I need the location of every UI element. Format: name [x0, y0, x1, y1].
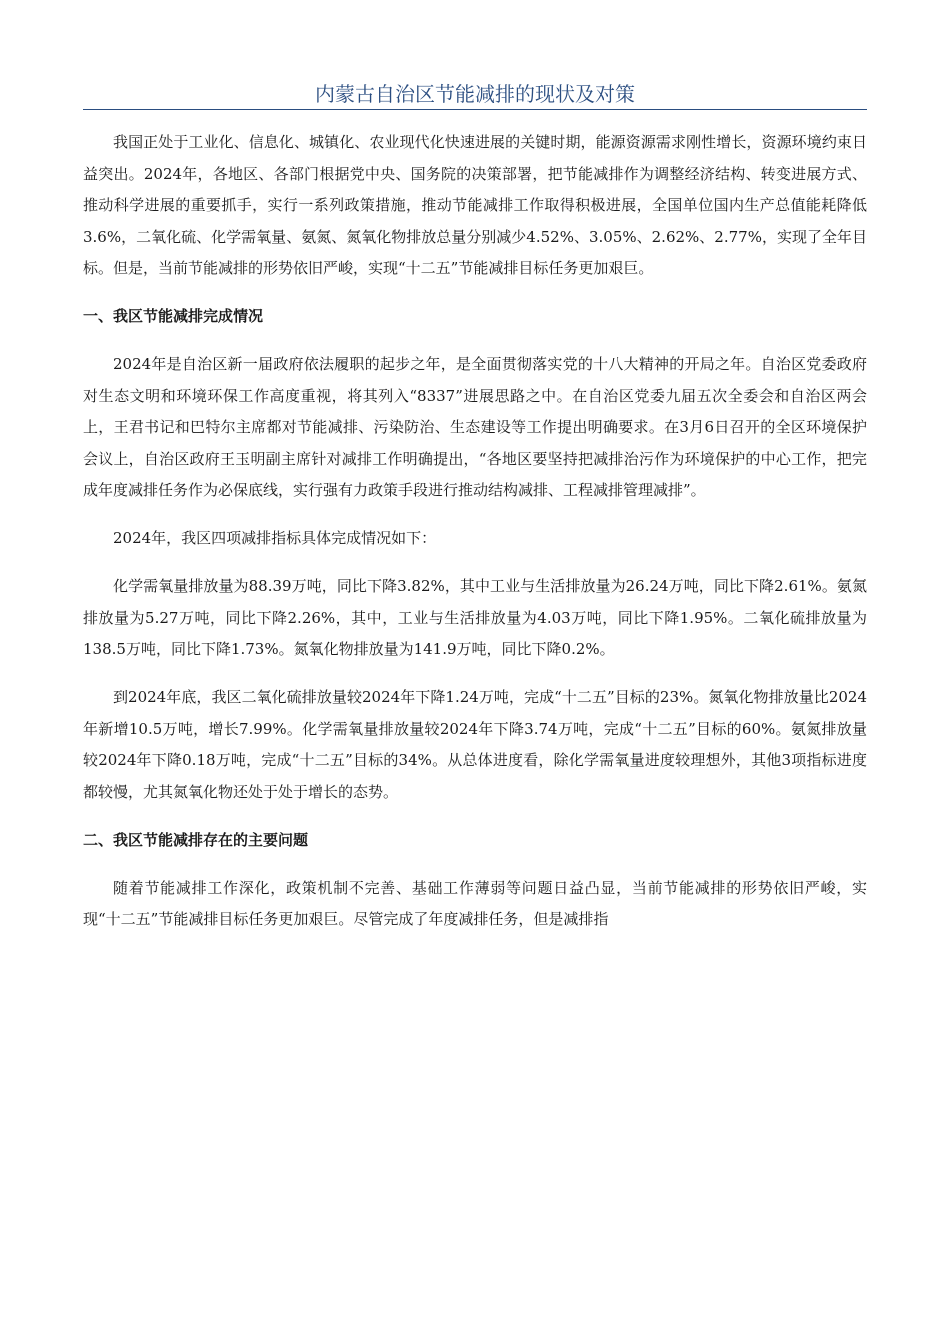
section-2-paragraph-1: 随着节能减排工作深化，政策机制不完善、基础工作薄弱等问题日益凸显，当前节能减排的形势依旧严峻，实现“十二五”节能减排目标任务更加艰巨。尽管完成了年度减排任务，但是减排指	[83, 878, 867, 928]
section-2-heading: 二、我区节能减排存在的主要问题	[83, 830, 309, 849]
document-body	[83, 127, 867, 952]
section-1-paragraph-3: 化学需氧量排放量为88.39万吨，同比下降3.82%，其中工业与生活排放量为26.24万吨，同比下降2.61%。氨氮排放量为5.27万吨，同比下降2.26%，其中，工业与生活排放量为4.03万吨，同比下降1.95%。二氧化硫排放量为138.5万吨，同比下降1.73%。氮氧化物排放量为141.9万吨，同比下降0.2%。	[83, 577, 867, 658]
title-underline	[83, 109, 867, 110]
section-1-paragraph-1: 2024年是自治区新一届政府依法履职的起步之年，是全面贯彻落实党的十八大精神的开局之年。自治区党委政府对生态文明和环境环保工作高度重视，将其列入“8337”进展思路之中。在自治区党委九届五次全委会和自治区两会上，王君书记和巴特尔主席都对节能减排、污染防治、生态建设等工作提出明确要求。在3月6日召开的全区环境保护会议上，自治区政府王玉明副主席针对减排工作明确提出，“各地区要坚持把减排治污作为环境保护的中心工作，把完成年度减排任务作为必保底线，实行强有力政策手段进行推动结构减排、工程减排管理减排”。	[83, 355, 867, 499]
section-1-paragraph-2: 2024年，我区四项减排指标具体完成情况如下：	[113, 529, 437, 547]
section-1-paragraph-4: 到2024年底，我区二氧化硫排放量较2024年下降1.24万吨，完成“十二五”目标的23%。氮氧化物排放量比2024年新增10.5万吨，增长7.99%。化学需氧量排放量较2024年下降3.74万吨，完成“十二五”目标的60%。氨氮排放量较2024年下降0.18万吨，完成“十二五”目标的34%。从总体进度看，除化学需氧量进度较理想外，其他3项指标进度都较慢，尤其氮氧化物还处于处于增长的态势。	[83, 688, 867, 801]
intro-paragraph: 我国正处于工业化、信息化、城镇化、农业现代化快速进展的关键时期，能源资源需求刚性增长，资源环境约束日益突出。2024年，各地区、各部门根据党中央、国务院的决策部署，把节能减排作为调整经济结构、转变进展方式、推动科学进展的重要抓手，实行一系列政策措施，推动节能减排工作取得积极进展，全国单位国内生产总值能耗降低3.6%，二氧化硫、化学需氧量、氨氮、氮氧化物排放总量分别减少4.52%、3.05%、2.62%、2.77%，实现了全年目标。但是，当前节能减排的形势依旧严峻，实现“十二五”节能减排目标任务更加艰巨。	[83, 133, 867, 277]
section-1-heading: 一、我区节能减排完成情况	[83, 307, 264, 325]
document-title: 内蒙古自治区节能减排的现状及对策	[315, 82, 635, 106]
